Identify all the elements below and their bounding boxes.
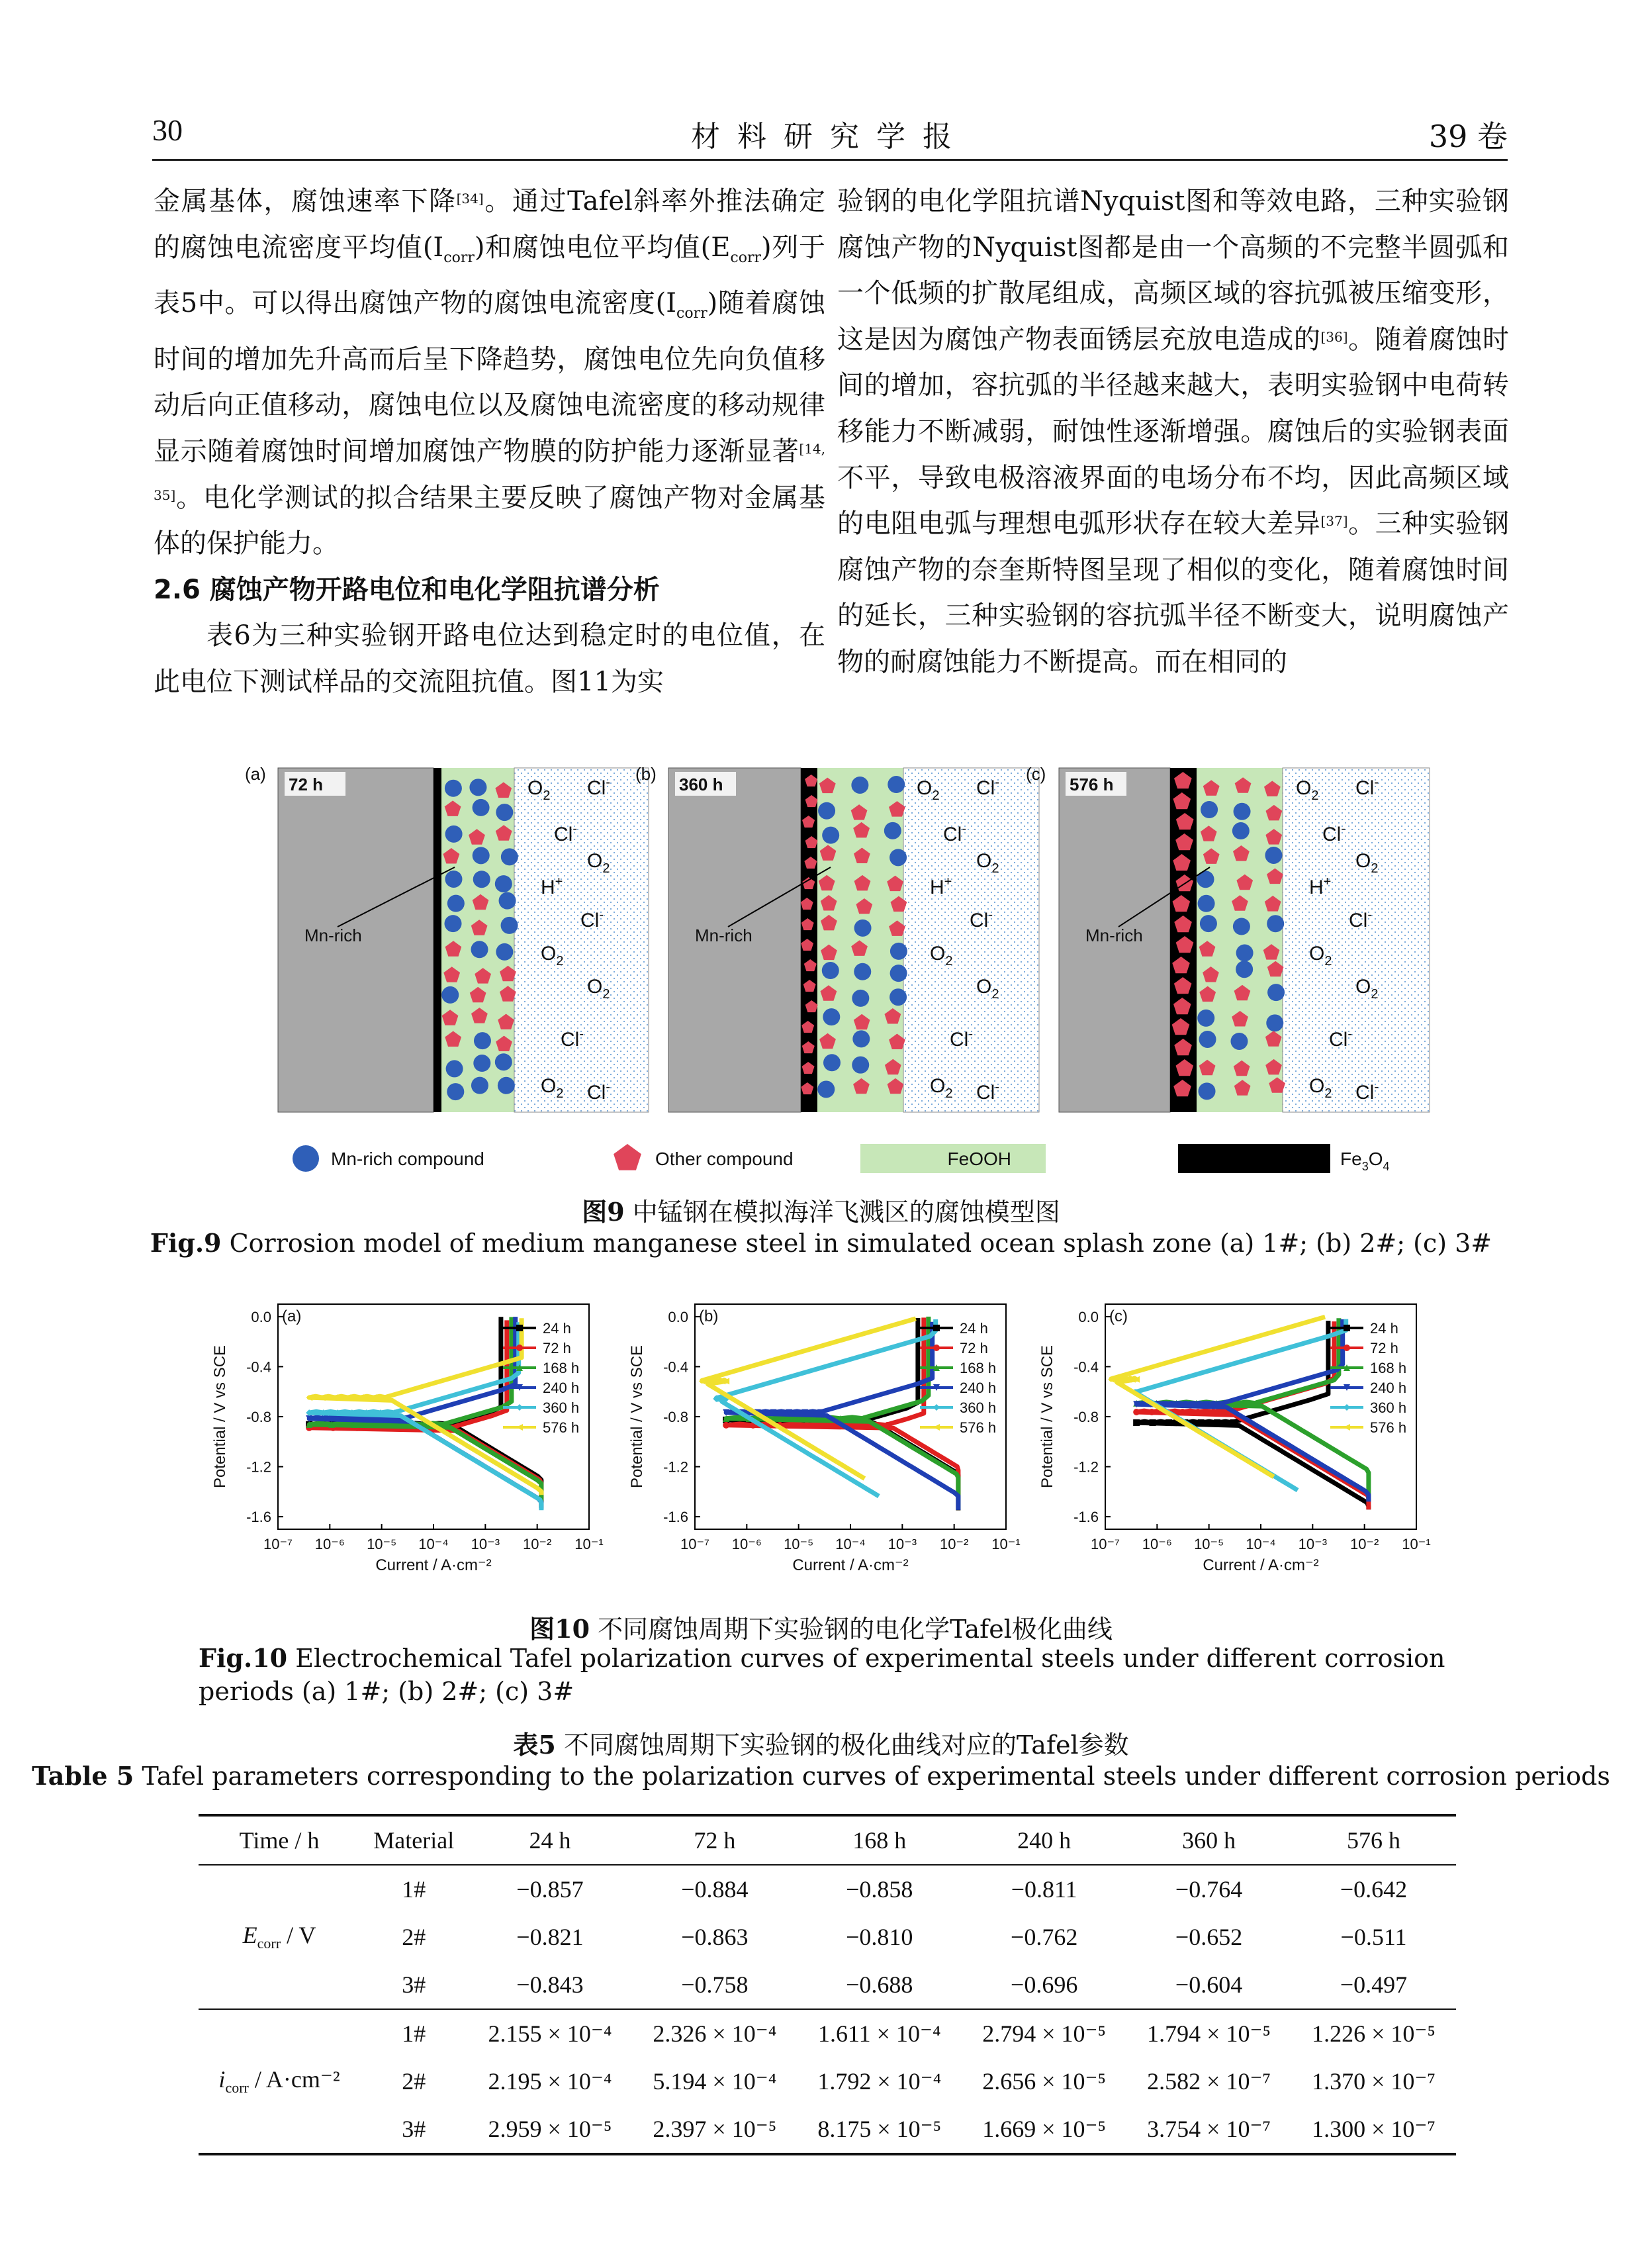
x-tick-label: 10⁻³ bbox=[1298, 1536, 1328, 1552]
data-point bbox=[1133, 1409, 1140, 1415]
ecorr-group bbox=[199, 1865, 1456, 2009]
species-label: $O_2$ bbox=[541, 1075, 564, 1101]
table-cell: −0.497 bbox=[1340, 1971, 1408, 1998]
data-point bbox=[516, 1325, 523, 1331]
table-header-cell: 576 h bbox=[1347, 1827, 1401, 1854]
mn-rich-marker bbox=[471, 941, 488, 958]
x-tick-label: 10⁻⁷ bbox=[1090, 1536, 1120, 1552]
table-cell: 2.195 × 10⁻⁴ bbox=[488, 2068, 612, 2095]
table-cell: 1# bbox=[402, 1876, 426, 1903]
fig10-caption-cn: 图10 不同腐蚀周期下实验钢的电化学Tafel极化曲线 bbox=[529, 1614, 1113, 1644]
mn-rich-marker bbox=[441, 986, 459, 1004]
x-tick-label: 10⁻⁶ bbox=[731, 1536, 762, 1552]
species-label: Cl- bbox=[587, 775, 611, 799]
data-point bbox=[1344, 1424, 1350, 1431]
table-cell: −0.810 bbox=[846, 1924, 913, 1950]
table-cell: 1.792 × 10⁻⁴ bbox=[817, 2068, 942, 2095]
table-row bbox=[199, 1961, 1456, 2009]
mn-rich-marker bbox=[496, 804, 513, 821]
table-header-cell: 360 h bbox=[1182, 1827, 1236, 1854]
paragraph: 表6为三种实验钢开路电位达到稳定时的电位值，在此电位下测试样品的交流阻抗值。图11为实 bbox=[154, 620, 825, 697]
table-cell: 2.582 × 10⁻⁷ bbox=[1147, 2068, 1271, 2095]
x-tick-label: 10⁻⁷ bbox=[680, 1536, 710, 1552]
table-cell: 2# bbox=[402, 1924, 426, 1950]
table-cell: −0.696 bbox=[1011, 1971, 1078, 1998]
y-tick-label: -1.2 bbox=[246, 1458, 271, 1476]
table-cell: −0.811 bbox=[1011, 1876, 1077, 1903]
time-label: 576 h bbox=[1070, 775, 1114, 794]
fig10-caption-en: Fig.10 Electrochemical Tafel polarization curves of experimental steels under different corrosion periods (a) 1#; (b) 2#; (c) 3# bbox=[199, 1643, 1445, 1706]
journal-title: 材料研究学报 bbox=[691, 120, 969, 154]
table-cell: −0.843 bbox=[516, 1971, 584, 1998]
mn-rich-marker bbox=[471, 1077, 488, 1094]
data-point bbox=[1195, 1409, 1201, 1415]
legend-label: 72 h bbox=[543, 1340, 571, 1356]
mn-rich-marker bbox=[888, 776, 905, 793]
x-tick-label: 10⁻⁵ bbox=[784, 1536, 814, 1552]
table5-caption-cn: 表5 不同腐蚀周期下实验钢的极化曲线对应的Tafel参数 bbox=[513, 1730, 1129, 1760]
y-tick-label: -0.4 bbox=[663, 1358, 688, 1376]
table-cell: −0.758 bbox=[681, 1971, 749, 1998]
table-row bbox=[199, 2009, 1456, 2057]
mn-rich-compound-swatch bbox=[293, 1145, 319, 1172]
chart-label: (a) bbox=[282, 1307, 302, 1325]
ecorr-label: $E_{corr}$ / V bbox=[242, 1922, 316, 1952]
table-cell: −0.858 bbox=[846, 1876, 913, 1903]
chart-label: (b) bbox=[699, 1307, 719, 1325]
y-tick-label: -1.6 bbox=[1073, 1509, 1099, 1526]
table-cell: 3# bbox=[402, 2116, 426, 2142]
table5-caption-en: Table 5 Tafel parameters corresponding to the polarization curves of experimental steels under different corrosion periods bbox=[32, 1761, 1610, 1791]
y-axis-label: Potential / V vs SCE bbox=[211, 1345, 229, 1489]
table-cell: −0.604 bbox=[1175, 1971, 1243, 1998]
mn-rich-marker bbox=[445, 871, 462, 888]
table-header-cell: 72 h bbox=[694, 1827, 736, 1854]
table-header-cell: Time / h bbox=[239, 1827, 320, 1854]
legend-label: 24 h bbox=[1370, 1320, 1398, 1337]
legend-label: 168 h bbox=[1370, 1360, 1407, 1376]
species-label: Cl- bbox=[1355, 775, 1379, 799]
table-cell: 1.300 × 10⁻⁷ bbox=[1312, 2116, 1436, 2142]
x-tick-label: 10⁻⁵ bbox=[1194, 1536, 1224, 1552]
x-axis-label: Current / A·cm⁻² bbox=[1203, 1556, 1319, 1574]
y-tick-label: -0.8 bbox=[663, 1409, 688, 1425]
volume-label: 39 卷 bbox=[1428, 118, 1508, 154]
species-label: Cl- bbox=[1329, 1027, 1353, 1051]
legend-label: 360 h bbox=[1370, 1399, 1407, 1416]
legend-label: 576 h bbox=[960, 1419, 997, 1436]
table-cell: 1.794 × 10⁻⁵ bbox=[1147, 2020, 1271, 2047]
time-label: 72 h bbox=[289, 775, 324, 794]
table-header-cell: Material bbox=[373, 1827, 455, 1854]
x-tick-label: 10⁻⁵ bbox=[367, 1536, 397, 1552]
table-cell: 8.175 × 10⁻⁵ bbox=[817, 2116, 942, 2142]
species-label: $O_2$ bbox=[930, 943, 953, 969]
y-axis-label: Potential / V vs SCE bbox=[1038, 1345, 1056, 1489]
table-header-cell: 24 h bbox=[529, 1827, 571, 1854]
panel-label: (c) bbox=[1026, 764, 1046, 784]
species-label: $O_2$ bbox=[930, 1075, 953, 1101]
section-heading: 2.6 腐蚀产物开路电位和电化学阻抗谱分析 bbox=[154, 574, 660, 605]
table-cell: 1.611 × 10⁻⁴ bbox=[818, 2020, 941, 2047]
mn-rich-marker bbox=[852, 1057, 869, 1074]
mn-rich-marker bbox=[851, 777, 868, 794]
table-cell: 2.959 × 10⁻⁵ bbox=[488, 2116, 612, 2142]
data-point bbox=[1344, 1404, 1350, 1411]
mn-rich-marker bbox=[473, 799, 490, 816]
left-column bbox=[154, 179, 825, 706]
y-tick-label: 0.0 bbox=[1078, 1308, 1099, 1325]
panel-label: (b) bbox=[635, 764, 657, 784]
mn-rich-marker bbox=[445, 915, 462, 932]
fig9-caption-cn: 图9 中锰钢在模拟海洋飞溅区的腐蚀模型图 bbox=[582, 1197, 1060, 1227]
table-cell: −0.863 bbox=[681, 1924, 749, 1950]
y-tick-label: -1.2 bbox=[663, 1458, 688, 1476]
icorr-label: $i_{corr} / A\cdot cm^{-2}$ bbox=[218, 2066, 340, 2097]
mn-rich-marker bbox=[469, 779, 486, 796]
tafel-charts bbox=[199, 1278, 1456, 1595]
legend-item: FeOOH bbox=[947, 1149, 1011, 1169]
figure-10 bbox=[199, 1278, 1456, 1595]
mn-rich-marker bbox=[1199, 1031, 1216, 1048]
mn-rich-marker bbox=[445, 780, 462, 797]
y-tick-label: -0.4 bbox=[246, 1358, 271, 1376]
chart-label: (c) bbox=[1109, 1307, 1128, 1325]
table-cell: 1# bbox=[402, 2020, 426, 2047]
mn-rich-marker bbox=[473, 847, 490, 864]
mn-rich-label: Mn-rich bbox=[695, 925, 753, 945]
species-label: Cl- bbox=[976, 775, 1000, 799]
species-label: Cl- bbox=[580, 908, 604, 931]
table-cell: 3# bbox=[402, 1971, 426, 1998]
data-point bbox=[933, 1424, 940, 1431]
data-point bbox=[516, 1345, 523, 1351]
species-label: H+ bbox=[930, 874, 952, 898]
mn-rich-marker bbox=[445, 826, 463, 843]
y-tick-label: -1.6 bbox=[246, 1509, 271, 1526]
mn-rich-marker bbox=[852, 990, 869, 1007]
mn-rich-marker bbox=[446, 1060, 463, 1077]
data-point bbox=[933, 1325, 940, 1331]
mn-rich-marker bbox=[889, 988, 907, 1006]
species-label: $O_2$ bbox=[1355, 976, 1379, 1002]
data-point bbox=[1230, 1419, 1237, 1426]
corrosion-panel bbox=[245, 764, 649, 1112]
data-point bbox=[1344, 1345, 1350, 1351]
x-tick-label: 10⁻¹ bbox=[1402, 1536, 1431, 1552]
data-point bbox=[723, 1422, 729, 1429]
species-label: Cl- bbox=[1322, 822, 1346, 845]
mn-rich-marker bbox=[1230, 1033, 1248, 1050]
legend-label: 24 h bbox=[543, 1320, 571, 1337]
tafel-chart bbox=[1038, 1304, 1431, 1574]
legend-label: 240 h bbox=[1370, 1380, 1407, 1396]
table-header-cell: 168 h bbox=[852, 1827, 907, 1854]
y-tick-label: -0.8 bbox=[246, 1409, 271, 1425]
mn-rich-marker bbox=[501, 917, 518, 934]
mn-rich-marker bbox=[1233, 918, 1250, 935]
tafel-chart bbox=[628, 1304, 1021, 1574]
data-point bbox=[1179, 1409, 1186, 1415]
mn-rich-marker bbox=[496, 943, 513, 961]
paragraph: 验钢的电化学阻抗谱Nyquist图和等效电路，三种实验钢腐蚀产物的Nyquist图都是由一个高频的不完整半圆弧和一个低频的扩散尾组成，高频区域的容抗弧被压缩变形，这是因为腐蚀产物表面锈层充放电造成的[36]。随着腐蚀时间的增加，容抗弧的半径越来越大，表明实验钢中电荷转移能力不断减弱，耐蚀性逐渐增强。腐蚀后的实验钢表面不平，导致电极溶液界面的电场分布不均，因此高频区域的电阻电弧与理想电弧形状存在较大差异[37]。三种实验钢腐蚀产物的奈奎斯特图呈现了相似的变化，随着腐蚀时间的延长，三种实验钢的容抗弧半径不断变大，说明腐蚀产物的耐腐蚀能力不断提高。而在相同的 bbox=[837, 186, 1509, 677]
mn-rich-marker bbox=[1265, 847, 1282, 864]
table-cell: −0.511 bbox=[1340, 1924, 1407, 1950]
mn-rich-marker bbox=[501, 848, 518, 865]
page-header bbox=[152, 113, 1508, 161]
species-label: H+ bbox=[1309, 874, 1332, 898]
species-label: Cl- bbox=[976, 1080, 1000, 1104]
legend-label: 24 h bbox=[960, 1320, 988, 1337]
table-cell: 2.397 × 10⁻⁵ bbox=[653, 2116, 777, 2142]
other-compound-marker bbox=[614, 1144, 641, 1170]
table-cell: −0.884 bbox=[681, 1876, 749, 1903]
x-axis-label: Current / A·cm⁻² bbox=[792, 1556, 909, 1574]
mn-rich-marker bbox=[473, 1055, 490, 1072]
data-point bbox=[1148, 1409, 1155, 1415]
legend-label: 240 h bbox=[543, 1380, 580, 1396]
table-cell: −0.688 bbox=[846, 1971, 913, 1998]
mn-rich-marker bbox=[1199, 1082, 1216, 1100]
table-row bbox=[199, 1865, 1456, 1913]
legend-label: 576 h bbox=[1370, 1419, 1407, 1436]
mn-rich-marker bbox=[1267, 915, 1284, 932]
mn-rich-marker bbox=[474, 1032, 491, 1049]
y-tick-label: 0.0 bbox=[251, 1308, 271, 1325]
table-cell: 3.754 × 10⁻⁷ bbox=[1147, 2116, 1271, 2142]
x-tick-label: 10⁻¹ bbox=[991, 1536, 1021, 1552]
legend-item: $Fe_3O_4$ bbox=[1340, 1149, 1390, 1173]
species-label: Cl- bbox=[561, 1027, 584, 1051]
data-point bbox=[1344, 1325, 1350, 1331]
y-tick-label: -0.8 bbox=[1073, 1409, 1099, 1425]
mn-rich-marker bbox=[854, 920, 872, 937]
mn-rich-marker bbox=[889, 849, 907, 866]
legend-label: 72 h bbox=[1370, 1340, 1398, 1356]
x-tick-label: 10⁻⁴ bbox=[1246, 1536, 1276, 1552]
species-label: $O_2$ bbox=[1355, 850, 1379, 876]
data-point bbox=[1210, 1409, 1216, 1415]
table-cell: 1.226 × 10⁻⁵ bbox=[1312, 2020, 1436, 2047]
table-cell: 2# bbox=[402, 2068, 426, 2095]
table-row bbox=[199, 2105, 1456, 2154]
y-tick-label: -0.4 bbox=[1073, 1358, 1099, 1376]
mn-rich-marker bbox=[822, 962, 839, 979]
species-label: $O_2$ bbox=[917, 777, 940, 803]
table-cell: 1.370 × 10⁻⁷ bbox=[1312, 2068, 1436, 2095]
mn-rich-marker bbox=[823, 1054, 841, 1071]
legend-label: 72 h bbox=[960, 1340, 988, 1356]
species-label: $O_2$ bbox=[1309, 1075, 1332, 1101]
species-label: Cl- bbox=[587, 1080, 611, 1104]
x-tick-label: 10⁻⁷ bbox=[263, 1536, 293, 1552]
solution-region bbox=[514, 768, 649, 1112]
y-axis-label: Potential / V vs SCE bbox=[628, 1345, 646, 1489]
data-point bbox=[933, 1404, 940, 1411]
paragraph: 金属基体，腐蚀速率下降[34]。通过Tafel斜率外推法确定的腐蚀电流密度平均值$(I_{corr})$和腐蚀电位平均值$(E_{corr})$列于表5中。可以得出腐蚀产物的腐蚀电流密度$(I_{corr})$随着腐蚀时间的增加先升高而后呈下降趋势，腐蚀电位先向负值移动后向正值移动，腐蚀电位以及腐蚀电流密度的移动规律显示随着腐蚀时间增加腐蚀产物膜的防护能力逐渐显著[14, 35]。电化学测试的拟合结果主要反映了腐蚀产物对金属基体的保护能力。 bbox=[154, 186, 826, 559]
mn-rich-marker bbox=[817, 1080, 835, 1098]
data-point bbox=[1133, 1419, 1140, 1426]
legend-item: Mn-rich compound bbox=[331, 1149, 484, 1169]
species-label: $O_2$ bbox=[976, 976, 999, 1002]
species-label: Cl- bbox=[1355, 1080, 1379, 1104]
mn-rich-marker bbox=[1232, 822, 1250, 839]
mn-rich-marker bbox=[1267, 984, 1285, 1001]
mn-rich-marker bbox=[447, 895, 465, 912]
mn-rich-marker bbox=[890, 965, 907, 982]
species-label: Cl- bbox=[970, 908, 993, 931]
species-label: $O_2$ bbox=[541, 943, 564, 969]
data-point bbox=[1150, 1419, 1156, 1426]
data-point bbox=[1214, 1419, 1220, 1426]
table-cell: 2.155 × 10⁻⁴ bbox=[488, 2020, 612, 2047]
mn-rich-marker bbox=[1236, 961, 1253, 978]
x-tick-label: 10⁻² bbox=[939, 1536, 969, 1552]
legend-label: 360 h bbox=[960, 1399, 997, 1416]
species-label: Cl- bbox=[943, 822, 967, 845]
x-tick-label: 10⁻² bbox=[1349, 1536, 1379, 1552]
y-tick-label: 0.0 bbox=[668, 1308, 688, 1325]
data-point bbox=[516, 1424, 523, 1431]
table-cell: −0.821 bbox=[516, 1924, 584, 1950]
tafel-parameters-table bbox=[199, 1814, 1456, 2155]
species-label: H+ bbox=[541, 874, 563, 898]
mn-rich-marker bbox=[822, 827, 839, 844]
species-label: Cl- bbox=[554, 822, 578, 845]
species-label: $O_2$ bbox=[587, 976, 610, 1002]
page-number: 30 bbox=[152, 113, 183, 147]
legend-item: Other compound bbox=[655, 1149, 794, 1169]
fig9-caption-en: Fig.9 Corrosion model of medium manganese steel in simulated ocean splash zone (a) 1#; (b) 2#; (c) 3# bbox=[150, 1228, 1492, 1258]
mn-rich-marker bbox=[854, 963, 871, 980]
fe3o4-layer bbox=[433, 768, 441, 1112]
corrosion-panel bbox=[635, 764, 1039, 1112]
table-cell: 5.194 × 10⁻⁴ bbox=[653, 2068, 777, 2095]
table-cell: −0.652 bbox=[1175, 1924, 1243, 1950]
corrosion-panel bbox=[1026, 764, 1430, 1112]
mn-rich-marker bbox=[818, 802, 835, 820]
mn-rich-marker bbox=[1200, 915, 1217, 932]
mn-rich-marker bbox=[1201, 801, 1218, 818]
species-label: $O_2$ bbox=[527, 777, 551, 803]
x-tick-label: 10⁻³ bbox=[471, 1536, 500, 1552]
table-cell: −0.764 bbox=[1175, 1876, 1243, 1903]
figure-9 bbox=[245, 761, 1435, 1185]
x-tick-label: 10⁻⁴ bbox=[418, 1536, 449, 1552]
tafel-chart bbox=[211, 1304, 604, 1574]
species-label: Cl- bbox=[950, 1027, 974, 1051]
fig9-legend bbox=[293, 1144, 1390, 1173]
data-point bbox=[933, 1345, 940, 1351]
legend-label: 240 h bbox=[960, 1380, 997, 1396]
data-point bbox=[803, 1422, 810, 1429]
table-header-cell: 240 h bbox=[1017, 1827, 1072, 1854]
mn-rich-label: Mn-rich bbox=[304, 925, 362, 945]
mn-rich-marker bbox=[852, 1030, 870, 1047]
table-cell: −0.857 bbox=[516, 1876, 584, 1903]
table-cell: 2.794 × 10⁻⁵ bbox=[982, 2020, 1107, 2047]
table-cell: 2.656 × 10⁻⁵ bbox=[982, 2068, 1107, 2095]
y-tick-label: -1.6 bbox=[663, 1509, 688, 1526]
table-cell: −0.642 bbox=[1340, 1876, 1408, 1903]
table-row bbox=[199, 2057, 1456, 2105]
time-label: 360 h bbox=[679, 775, 723, 794]
species-label: $O_2$ bbox=[587, 850, 610, 876]
table-cell: 2.326 × 10⁻⁴ bbox=[653, 2020, 777, 2047]
table-cell: 1.669 × 10⁻⁵ bbox=[982, 2116, 1107, 2142]
mn-rich-marker bbox=[1236, 944, 1254, 961]
legend-label: 168 h bbox=[543, 1360, 580, 1376]
legend-label: 576 h bbox=[543, 1419, 580, 1436]
table-row bbox=[199, 1913, 1456, 1961]
y-tick-label: -1.2 bbox=[1073, 1458, 1099, 1476]
mn-rich-label: Mn-rich bbox=[1085, 925, 1143, 945]
mn-rich-marker bbox=[473, 871, 490, 888]
mn-rich-marker bbox=[1197, 1010, 1214, 1027]
table-header-row bbox=[199, 1815, 1456, 1865]
mn-rich-marker bbox=[1266, 1014, 1283, 1031]
legend-label: 168 h bbox=[960, 1360, 997, 1376]
corrosion-model-diagram bbox=[245, 761, 1435, 1185]
mn-rich-marker bbox=[495, 1053, 512, 1070]
x-axis-label: Current / A·cm⁻² bbox=[375, 1556, 492, 1574]
mn-rich-marker bbox=[1198, 895, 1215, 912]
x-tick-label: 10⁻⁶ bbox=[1142, 1536, 1172, 1552]
mn-rich-marker bbox=[1234, 803, 1251, 820]
mn-rich-marker bbox=[447, 1083, 464, 1100]
legend-label: 360 h bbox=[543, 1399, 580, 1416]
species-label: $O_2$ bbox=[976, 850, 999, 876]
x-tick-label: 10⁻³ bbox=[888, 1536, 917, 1552]
mn-rich-marker bbox=[499, 892, 516, 910]
mn-rich-marker bbox=[890, 943, 907, 960]
data-point bbox=[1198, 1419, 1205, 1426]
x-tick-label: 10⁻¹ bbox=[574, 1536, 604, 1552]
table-cell: −0.762 bbox=[1011, 1924, 1078, 1950]
solution-region bbox=[1283, 768, 1430, 1112]
data-point bbox=[516, 1404, 523, 1411]
data-point bbox=[884, 1422, 891, 1429]
x-tick-label: 10⁻² bbox=[522, 1536, 552, 1552]
solution-region bbox=[903, 768, 1039, 1112]
mn-rich-marker bbox=[884, 822, 901, 839]
right-column bbox=[837, 179, 1509, 686]
mn-rich-marker bbox=[498, 1077, 515, 1094]
x-tick-label: 10⁻⁶ bbox=[314, 1536, 345, 1552]
mn-rich-marker bbox=[823, 1008, 840, 1025]
fe3o4-swatch bbox=[1178, 1144, 1330, 1173]
data-point bbox=[1165, 1419, 1172, 1426]
species-label: $O_2$ bbox=[1296, 777, 1319, 803]
panel-label: (a) bbox=[245, 764, 266, 784]
mn-rich-marker bbox=[495, 875, 512, 892]
icorr-group bbox=[199, 2009, 1456, 2154]
species-label: Cl- bbox=[1349, 908, 1373, 931]
x-tick-label: 10⁻⁴ bbox=[835, 1536, 866, 1552]
species-label: $O_2$ bbox=[1309, 943, 1332, 969]
